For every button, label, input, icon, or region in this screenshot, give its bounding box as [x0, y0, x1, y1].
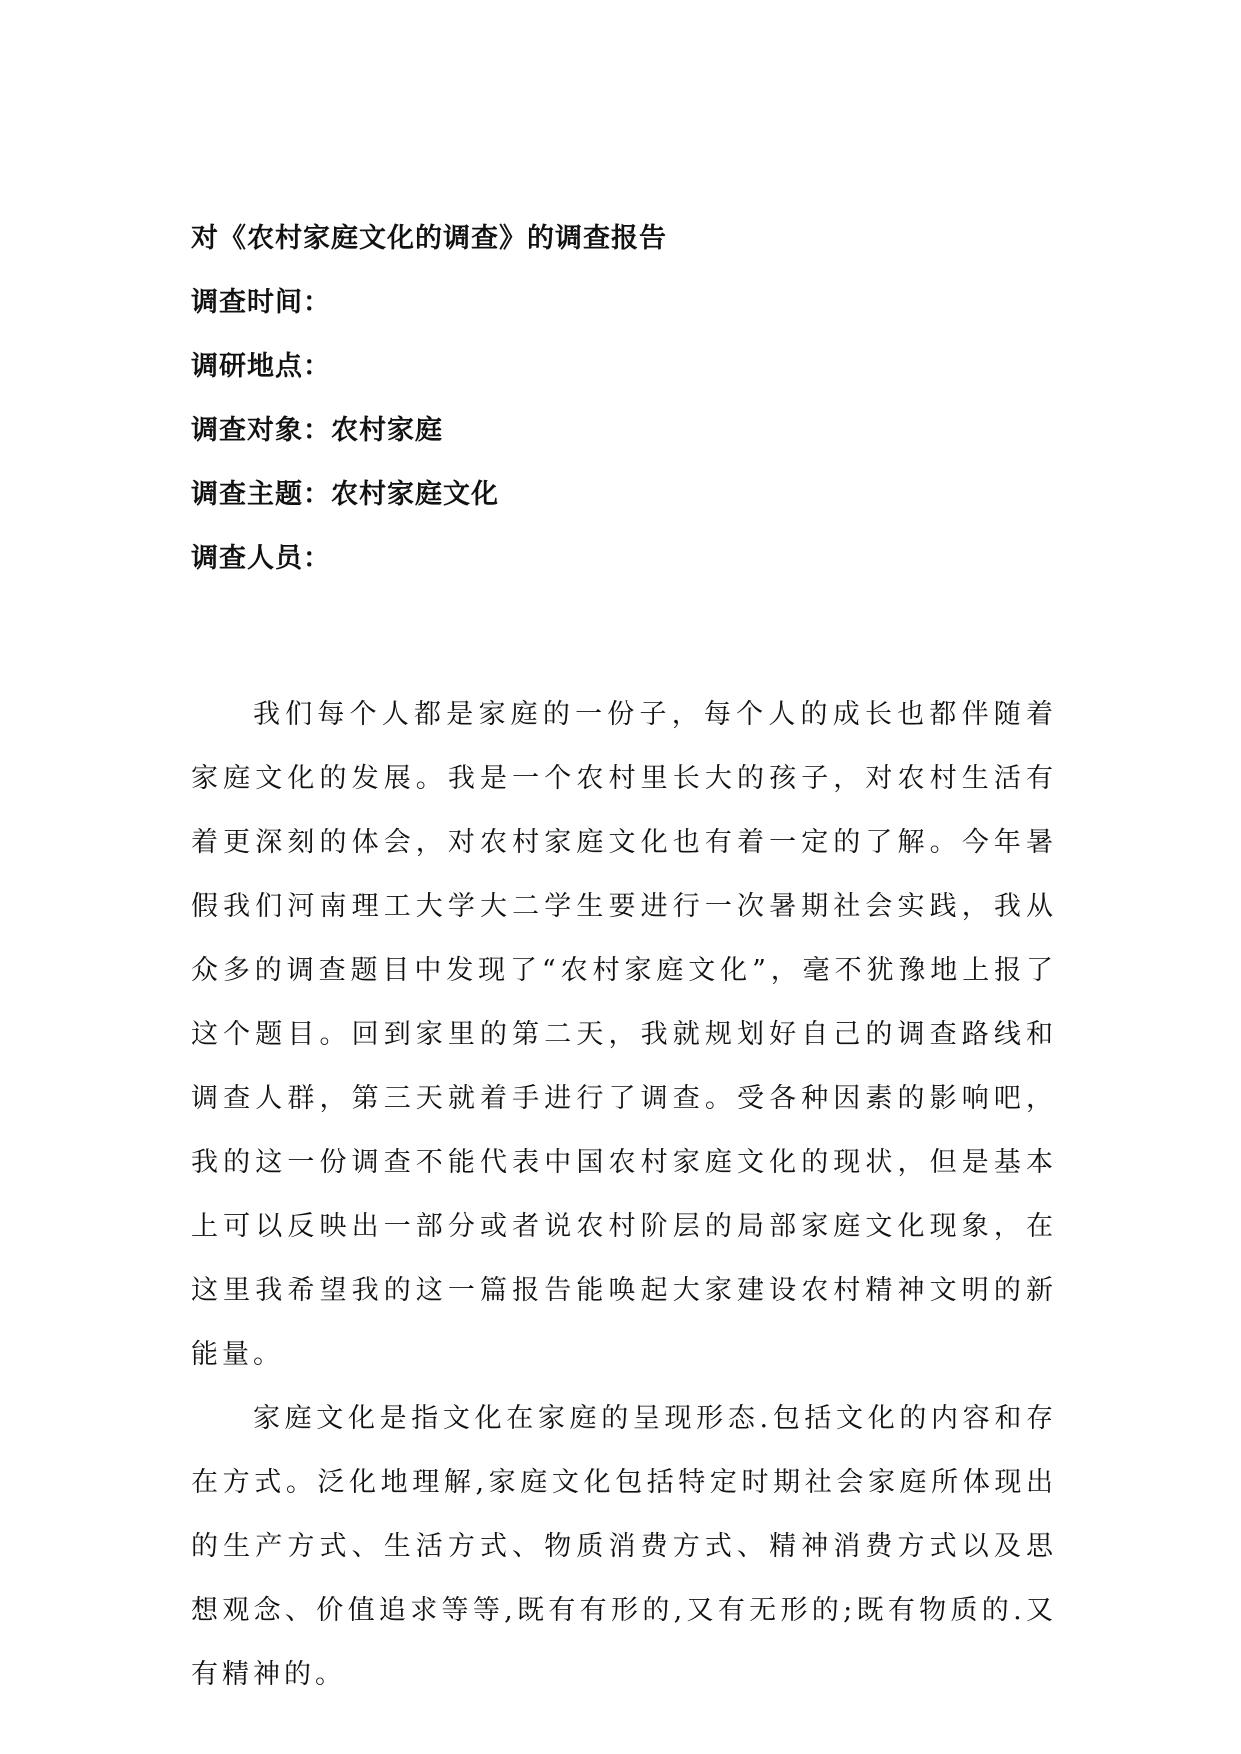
report-header: [191, 222, 1051, 606]
field-value: 农村家庭: [331, 415, 443, 446]
field-label: 调查时间：: [191, 287, 331, 318]
field-survey-staff: [191, 542, 1051, 576]
body-paragraph-1: 我们每个人都是家庭的一份子，每个人的成长也都伴随着家庭文化的发展。我是一个农村里长大的孩子，对农村生活有着更深刻的体会，对农村家庭文化也有着一定的了解。今年暑假我们河南理工大学大二学生要进行一次暑期社会实践，我从众多的调查题目中发现了“农村家庭文化”，毫不犹豫地上报了这个题目。回到家里的第二天，我就规划好自己的调查路线和调查人群，第三天就着手进行了调查。受各种因素的影响吧，我的这一份调查不能代表中国农村家庭文化的现状，但是基本上可以反映出一部分或者说农村阶层的局部家庭文化现象，在这里我希望我的这一篇报告能唤起大家建设农村精神文明的新能量。: [191, 699, 1057, 1370]
report-body: [191, 683, 1057, 1707]
field-survey-location: [191, 350, 1051, 384]
field-label: 调查对象：: [191, 415, 331, 446]
field-label: 调查人员：: [191, 543, 331, 574]
report-title: 对《农村家庭文化的调查》的调查报告: [191, 223, 667, 254]
field-label: 调查主题：: [191, 479, 331, 510]
field-survey-subject: [191, 414, 1051, 448]
field-survey-time: [191, 286, 1051, 320]
field-value: 农村家庭文化: [331, 479, 499, 510]
field-survey-theme: [191, 478, 1051, 512]
body-paragraph-2: 家庭文化是指文化在家庭的呈现形态.包括文化的内容和存在方式。泛化地理解,家庭文化包括特定时期社会家庭所体现出的生产方式、生活方式、物质消费方式、精神消费方式以及思想观念、价值追求等等,既有有形的,又有无形的;既有物质的.又有精神的。: [191, 1403, 1057, 1690]
field-label: 调研地点：: [191, 351, 331, 382]
